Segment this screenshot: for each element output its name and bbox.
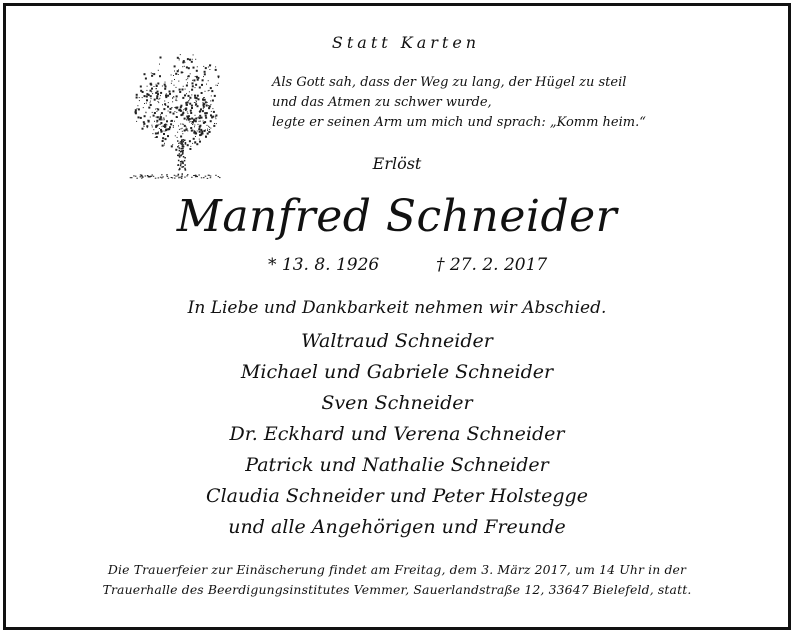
- statt-karten: Statt Karten: [331, 33, 481, 52]
- ceremony-info-line-1: Die Trauerfeier zur Einäscherung findet am Freitag, dem 3. März 2017, um 14 Uhr in der: [107, 562, 687, 577]
- poem-line-1: Als Gott sah, dass der Weg zu lang, der Hügel zu steil: [272, 75, 627, 90]
- mourner-7: und alle Angehörigen und Freunde: [228, 516, 566, 538]
- mourner-6: Claudia Schneider und Peter Holstegge: [206, 485, 588, 507]
- mourner-1: Waltraud Schneider: [301, 330, 493, 352]
- death-date: † 27. 2. 2017: [436, 255, 548, 275]
- obituary-notice: [3, 3, 791, 630]
- deceased-name: Manfred Schneider: [176, 191, 618, 242]
- abschied-line: In Liebe und Dankbarkeit nehmen wir Abschied.: [187, 298, 607, 318]
- mourner-5: Patrick und Nathalie Schneider: [245, 454, 549, 476]
- birth-date: * 13. 8. 1926: [268, 255, 380, 275]
- mourner-2: Michael und Gabriele Schneider: [240, 361, 554, 383]
- mourner-4: Dr. Eckhard und Verena Schneider: [229, 423, 565, 445]
- erloest-label: Erlöst: [372, 154, 422, 173]
- mourner-3: Sven Schneider: [321, 392, 473, 414]
- poem-line-3: legte er seinen Arm um mich und sprach: „Komm heim.“: [272, 115, 646, 130]
- ceremony-info-line-2: Trauerhalle des Beerdigungsinstitutes Vemmer, Sauerlandstraße 12, 33647 Bielefeld, statt.: [102, 582, 692, 597]
- poem-line-2: und das Atmen zu schwer wurde,: [272, 95, 492, 110]
